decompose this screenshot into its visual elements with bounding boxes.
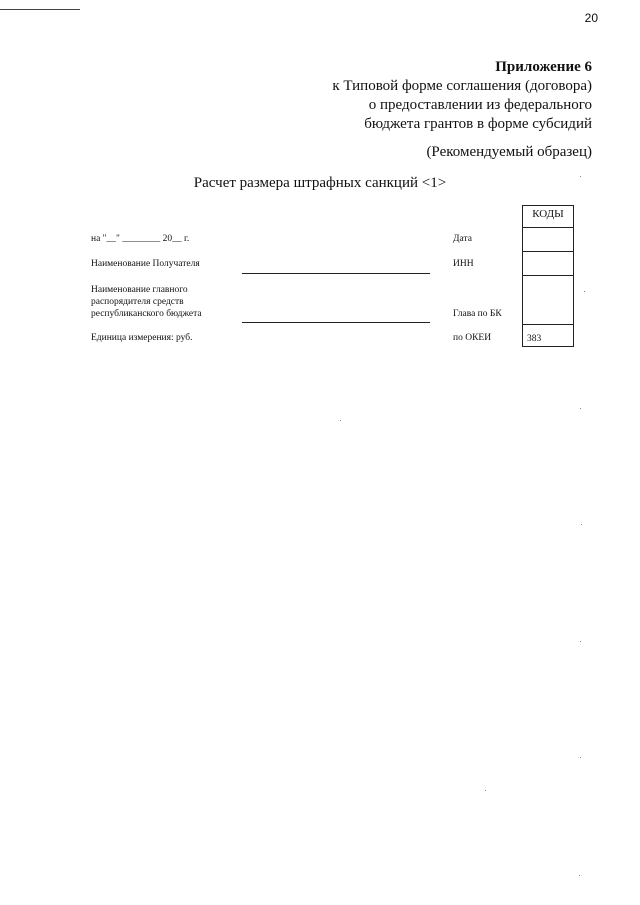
document-title: Расчет размера штрафных санкций <1>	[193, 175, 447, 191]
codes-row-divider	[523, 227, 573, 228]
scan-speck	[579, 875, 580, 876]
appendix-block	[332, 58, 592, 134]
scan-speck	[580, 408, 581, 409]
recipient-label: Наименование Получателя	[91, 259, 200, 269]
appendix-line-1: к Типовой форме соглашения (договора)	[332, 78, 592, 94]
date-code-label: Дата	[453, 234, 472, 244]
manager-field-line	[242, 322, 430, 323]
codes-row-divider	[523, 324, 573, 325]
appendix-line-2: о предоставлении из федерального	[368, 97, 592, 113]
scan-speck	[580, 641, 581, 642]
okei-code-value: 383	[527, 334, 542, 344]
codes-table	[522, 205, 574, 347]
appendix-title: Приложение 6	[495, 59, 592, 75]
okei-code-label: по ОКЕИ	[453, 333, 492, 343]
scan-speck	[581, 524, 582, 525]
codes-header: КОДЫ	[532, 208, 564, 220]
sample-note: (Рекомендуемый образец)	[426, 144, 592, 160]
codes-row-divider	[523, 275, 573, 276]
manager-label-line-3: республиканского бюджета	[91, 309, 202, 319]
page-number: 20	[584, 11, 598, 25]
manager-label-line-1: Наименование главного	[91, 285, 188, 295]
scan-speck	[340, 420, 341, 421]
scan-speck	[584, 291, 585, 292]
codes-row-divider	[523, 251, 573, 252]
inn-code-label: ИНН	[453, 259, 474, 269]
date-line: на "__" ________ 20__ г.	[91, 234, 190, 244]
appendix-line-3: бюджета грантов в форме субсидий	[364, 116, 592, 132]
scan-speck	[580, 757, 581, 758]
manager-label-line-2: распорядителя средств	[91, 297, 184, 307]
scan-speck	[485, 790, 486, 791]
corner-rule	[0, 9, 80, 10]
chapter-code-label: Глава по БК	[453, 309, 502, 319]
unit-label: Единица измерения: руб.	[91, 333, 193, 343]
scan-speck	[580, 176, 581, 177]
recipient-field-line	[242, 273, 430, 274]
